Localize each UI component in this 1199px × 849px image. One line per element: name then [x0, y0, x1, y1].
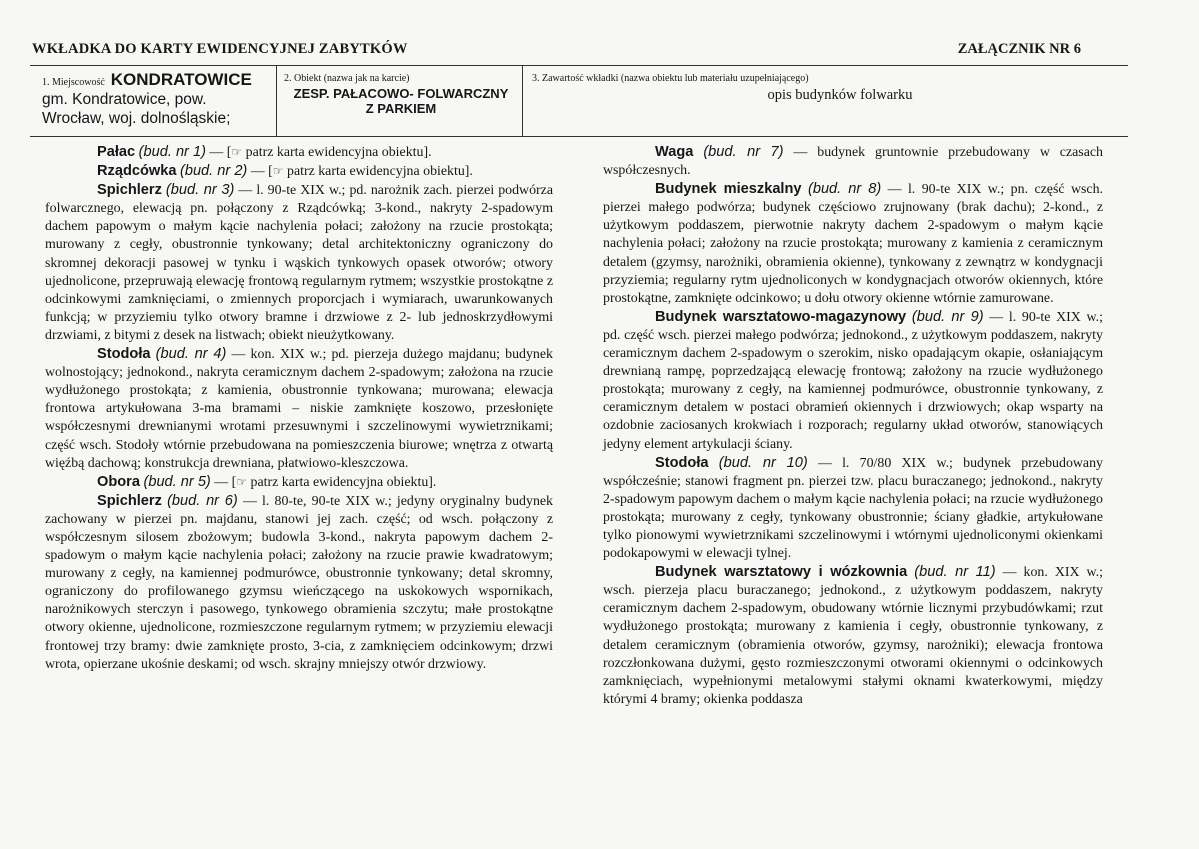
- locality-label: 1. Miejscowość: [42, 77, 105, 88]
- building-name: Budynek mieszkalny: [655, 181, 802, 198]
- object-name-line-1: ZESP. PAŁACOWO- FOLWARCZNY: [293, 86, 509, 101]
- building-description: patrz karta ewidencyjna obiektu].: [247, 474, 437, 490]
- building-entry: [603, 180, 1103, 308]
- contents-label: 3. Zawartość wkładki (nazwa obiektu lub materiału uzupełniającego): [532, 73, 809, 84]
- entry-dash: —: [807, 455, 843, 471]
- locality-field: [42, 70, 274, 128]
- object-name-line-2: Z PARKIEM: [365, 101, 437, 116]
- entry-dash: — [: [247, 164, 273, 180]
- building-name: Budynek warsztatowo-magazynowy: [655, 308, 907, 325]
- header-rule-bottom: [30, 136, 1128, 137]
- building-entry: [603, 454, 1103, 564]
- building-name: Rządcówka: [97, 163, 177, 180]
- building-description: kon. XIX w.; pd. pierzeja dużego majdanu; budynek wolnostojący; jednokond., nakryta ceramicznym dachem 2-spadowym; założona na rzucie wydłużonego prostokąta; z kamienia, obustronnie tynkowana; murowana; elewacja frontowa artykułowana 3-ma bramami – niskie zamknięte koszowo, przesłonięte współczesnymi drewnianymi wrotami przesuwnymi i szczelinowymi wywietrznikami; część wsch. Stodoły wtórnie przebudowana na pomieszczenia biurowe; wnętrza z otwartą więźbą dachową; konstrukcja drewniana, płatwiowo-kleszczowa.: [45, 347, 553, 471]
- right-text-column: [603, 143, 1103, 709]
- building-name: Obora: [97, 473, 140, 490]
- document-title: WKŁADKA DO KARTY EWIDENCYJNEJ ZABYTKÓW: [32, 41, 408, 57]
- building-name: Spichlerz: [97, 182, 162, 199]
- locality-name: KONDRATOWICE: [110, 70, 252, 89]
- field-divider-1: [276, 66, 277, 136]
- building-entry: [45, 492, 553, 674]
- locality-line-2: gm. Kondratowice, pow.: [42, 91, 207, 108]
- pointing-hand-icon: ☞: [236, 474, 248, 489]
- building-number: (bud. nr 3): [165, 182, 235, 199]
- building-number: (bud. nr 5): [143, 473, 211, 490]
- building-description: l. 90-te XIX w.; pd. część wsch. pierzei małego podwórza; jednokond., z użytkowym poddaszem, nakryty ceramicznym dachem 2-spadowym o szerokim, nisko opadającym okapie, osłaniającym drewnianą rampę, poprzedzającą elewację frontową; założony na rzucie wydłużonego prostokąta; murowany z cegły, na kamiennej podmurówce, obustronnie tynkowany, z ceramicznym detalem w postaci obramień okiennych i drzwiowych; okap wsparty na ozdobnie zaciosanych krokwiach i rozporach; regularny układ otworów, stanowiących jedyny element artykulacji ściany.: [603, 309, 1103, 452]
- building-description: l. 70/80 XIX w.; budynek przebudowany współcześnie; stanowi fragment pn. pierzei tzw. placu buraczanego; jednokond., nakryty 2-spadowym papowym dachem o małym kącie nachylenia połaci; na rzucie wydłużonego prostokąta; murowany z cegły, tynkowany obustronnie; ściany gładkie, artykułowane tylko pionowymi wywietrznikami szczelinowymi i wtórnymi ujednoliconymi okienkami podokapowymi w elewacji tylnej.: [603, 455, 1103, 562]
- contents-value: opis budynków folwarku: [767, 87, 913, 103]
- field-divider-2: [522, 66, 523, 136]
- building-number: (bud. nr 10): [718, 454, 808, 471]
- entry-dash: —: [226, 347, 251, 363]
- pointing-hand-icon: ☞: [272, 164, 284, 179]
- building-description: patrz karta ewidencyjna obiektu].: [242, 145, 432, 160]
- building-description: l. 90-te XIX w.; pn. część wsch. pierzei małego podwórza; budynek częściowo zrujnowany (brak dachu); 2-kond., z użytkowym poddaszem, pierwotnie nakryty dachem 2-spadowym o małym kącie nachylenia połaci; założony na rzucie prostokąta; murowany z kamienia z ceramicznym detalem (gzymsy, narożniki, obramienia okienne), tynkowany z zewnątrz w kondygnacji przyziemia; regularny rytm ujednoliconych w kondygnacjach otworów okiennych, które prostokątne, zamknięte odcinkowo; u dołu otwory okienne wtórnie zamurowane.: [603, 182, 1103, 306]
- building-name: Stodoła: [97, 346, 151, 363]
- locality-line-3: Wrocław, woj. dolnośląskie;: [42, 110, 231, 127]
- entry-dash: —: [983, 309, 1009, 325]
- entry-dash: — [: [210, 474, 237, 490]
- entry-dash: —: [995, 565, 1024, 581]
- building-description: kon. XIX w.; wsch. pierzeja placu buraczanego; jednokond., z użytkowym poddaszem, nakryty ceramicznym dachem 2-spadowym, obudowany wtórnie licznymi przybudówkami; rzut wydłużonego prostokąta; murowany z kamienia i cegły, obustronnie tynkowany, z detalem ceramicznym (obramienia otworów, gzymsy, narożniki); elewacja frontowa rozczłonkowana dużymi, gęsto rozmieszczonymi otworami okiennymi o odcinkowych zamknięciach, wypełnionymi metalowymi stałymi oknami kwaterkowymi, między którymi 4 bramy; okienka poddasza: [603, 565, 1103, 707]
- building-entry: [603, 308, 1103, 454]
- building-number: (bud. nr 6): [167, 492, 238, 509]
- building-number: (bud. nr 7): [703, 144, 784, 160]
- contents-field: [532, 73, 1128, 104]
- pointing-hand-icon: ☞: [231, 145, 243, 159]
- building-number: (bud. nr 4): [155, 346, 227, 363]
- building-name: Pałac: [97, 144, 136, 160]
- entry-dash: —: [237, 493, 262, 509]
- building-number: (bud. nr 8): [807, 181, 882, 198]
- building-number: (bud. nr 9): [911, 308, 984, 325]
- object-label: 2. Obiekt (nazwa jak na karcie): [284, 73, 410, 84]
- building-name: Stodoła: [655, 454, 709, 471]
- building-number: (bud. nr 1): [138, 144, 206, 160]
- building-entry: [45, 345, 553, 473]
- building-entry: [603, 563, 1103, 709]
- building-name: Budynek warsztatowy i wózkownia: [655, 564, 908, 581]
- building-entry: [45, 162, 553, 181]
- building-number: (bud. nr 2): [179, 163, 248, 180]
- object-field: [284, 73, 518, 116]
- building-name: Spichlerz: [97, 492, 162, 509]
- building-description: l. 80-te, 90-te XIX w.; jedyny oryginalny budynek zachowany w pierzei pn. majdanu, stanowi jej zach. część; od wsch. połączony z współczesnym silosem zbożowym; budowla 3-kond., nakryta papowym dachem 2-spadowym o małym kącie nachylenia połaci; założony na rzucie prawie kwadratowym; murowany z cegły, na kamiennej podmurówce, obustronnie tynkowany; detal skromny, ograniczony do profilowanego gzymsu wieńczącego na uskokowych wspornikach, narożnikowych sterczyn i pasowego, tynkowego obramienia szczytu; małe prostokątne otwory okienne, ujednolicone, rozmieszczone regularnym rytmem; w przyziemiu elewacji frontowej trzy bramy: dwie zamknięte prosto, 3-cia, z zamknięciem odcinkowym; drzwi wrota, opierzane ukośnie deskami; od wsch. skrajny mniejszy otwór drzwiowy.: [45, 493, 553, 672]
- building-entry: [45, 181, 553, 345]
- left-text-column: [45, 143, 553, 674]
- entry-dash: —: [881, 182, 908, 198]
- building-description: patrz karta ewidencyjna obiektu].: [283, 164, 473, 180]
- header-rule-top: [30, 65, 1128, 66]
- building-entry: [603, 143, 1103, 180]
- building-entry: [45, 473, 553, 492]
- building-description: budynek gruntownie przebudowany w czasach współczesnych.: [603, 145, 1103, 179]
- entry-dash: — [: [205, 145, 232, 160]
- annex-number: ZAŁĄCZNIK NR 6: [957, 41, 1081, 57]
- building-number: (bud. nr 11): [914, 564, 996, 581]
- building-entry: [45, 143, 553, 162]
- building-name: Waga: [655, 144, 694, 160]
- entry-dash: —: [234, 183, 257, 199]
- building-description: l. 90-te XIX w.; pd. narożnik zach. pierzei podwórza folwarcznego, elewacją pn. połączony z Rządcówką; 3-kond., nakryty 2-spadowym dachem papowym o małym kącie nachylenia połaci; założony na rzucie prostokąta; murowany z cegły, obustronnie tynkowany; detal architektoniczny ograniczony do skromnej dekoracji pasowej w tynku i wąskich tynkowych opasek otworów; otwory ujednolicone, przepruwają elewację frontową regularnym rytmem; wszystkie prostokątne z odcinkowymi zamknięciami, o zmiennych proporcjach i wymiarach, uwarunkowanych funkcją; w przyziemiu tylko otwory bramne i drzwiowe z 2- lub jednoskrzydłowymi drzwiami, z bitymi z desek na listwach; obiekt nieużytkowany.: [45, 183, 553, 343]
- entry-dash: —: [783, 145, 818, 160]
